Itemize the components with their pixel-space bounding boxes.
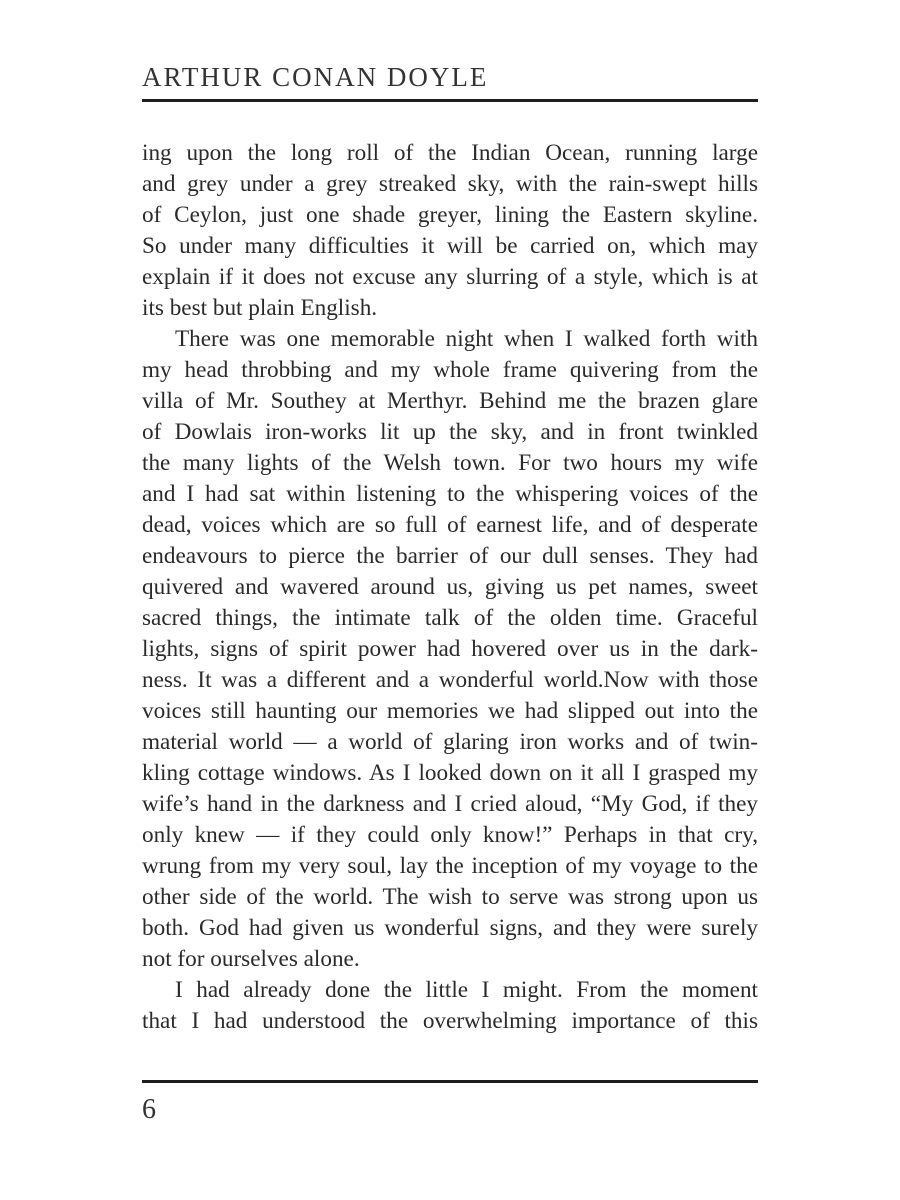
text-line: both. God had given us wonderful signs, and they were surely — [142, 915, 758, 941]
text-line: ness. It was a different and a wonderful world.Now with those — [142, 667, 758, 693]
header-rule — [142, 99, 758, 102]
text-line: wife’s hand in the darkness and I cried aloud, “My God, if they — [142, 791, 758, 817]
text-line: explain if it does not excuse any slurring of a style, which is at — [142, 264, 758, 290]
running-head: ARTHUR CONAN DOYLE — [142, 62, 489, 92]
text-line: not for ourselves alone. — [142, 946, 360, 972]
text-line: and grey under a grey streaked sky, with the rain-swept hills — [142, 171, 758, 197]
text-line: its best but plain English. — [142, 295, 378, 321]
text-line: dead, voices which are so full of earnest life, and of desperate — [142, 512, 758, 538]
text-line: So under many difficulties it will be carried on, which may — [142, 233, 758, 259]
body-text — [142, 138, 758, 1037]
book-page — [142, 0, 758, 1200]
text-line: wrung from my very soul, lay the inception of my voyage to the — [142, 853, 758, 879]
text-line: endeavours to pierce the barrier of our dull senses. They had — [142, 543, 758, 569]
text-line: my head throbbing and my whole frame quivering from the — [142, 357, 758, 383]
text-line: There was one memorable night when I walked forth with — [175, 326, 758, 352]
text-line: lights, signs of spirit power had hovered over us in the dark- — [142, 636, 758, 662]
text-line: of Dowlais iron-works lit up the sky, and in front twinkled — [142, 419, 758, 445]
text-line: of Ceylon, just one shade greyer, lining the Eastern skyline. — [142, 202, 758, 228]
text-line: the many lights of the Welsh town. For two hours my wife — [142, 450, 758, 476]
text-line: ing upon the long roll of the Indian Ocean, running large — [142, 140, 758, 166]
footer-rule — [142, 1080, 758, 1083]
text-line: villa of Mr. Southey at Merthyr. Behind me the brazen glare — [142, 388, 758, 414]
text-line: material world — a world of glaring iron works and of twin- — [142, 729, 758, 755]
text-line: and I had sat within listening to the whispering voices of the — [142, 481, 758, 507]
page-number: 6 — [142, 1094, 156, 1125]
text-line: quivered and wavered around us, giving us pet names, sweet — [142, 574, 758, 600]
text-line: I had already done the little I might. From the moment — [175, 977, 758, 1003]
text-line: voices still haunting our memories we had slipped out into the — [142, 698, 758, 724]
text-line: only knew — if they could only know!” Perhaps in that cry, — [142, 822, 758, 848]
text-line: other side of the world. The wish to serve was strong upon us — [142, 884, 758, 910]
text-line: that I had understood the overwhelming importance of this — [142, 1008, 758, 1034]
text-line: sacred things, the intimate talk of the olden time. Graceful — [142, 605, 758, 631]
text-line: kling cottage windows. As I looked down on it all I grasped my — [142, 760, 758, 786]
